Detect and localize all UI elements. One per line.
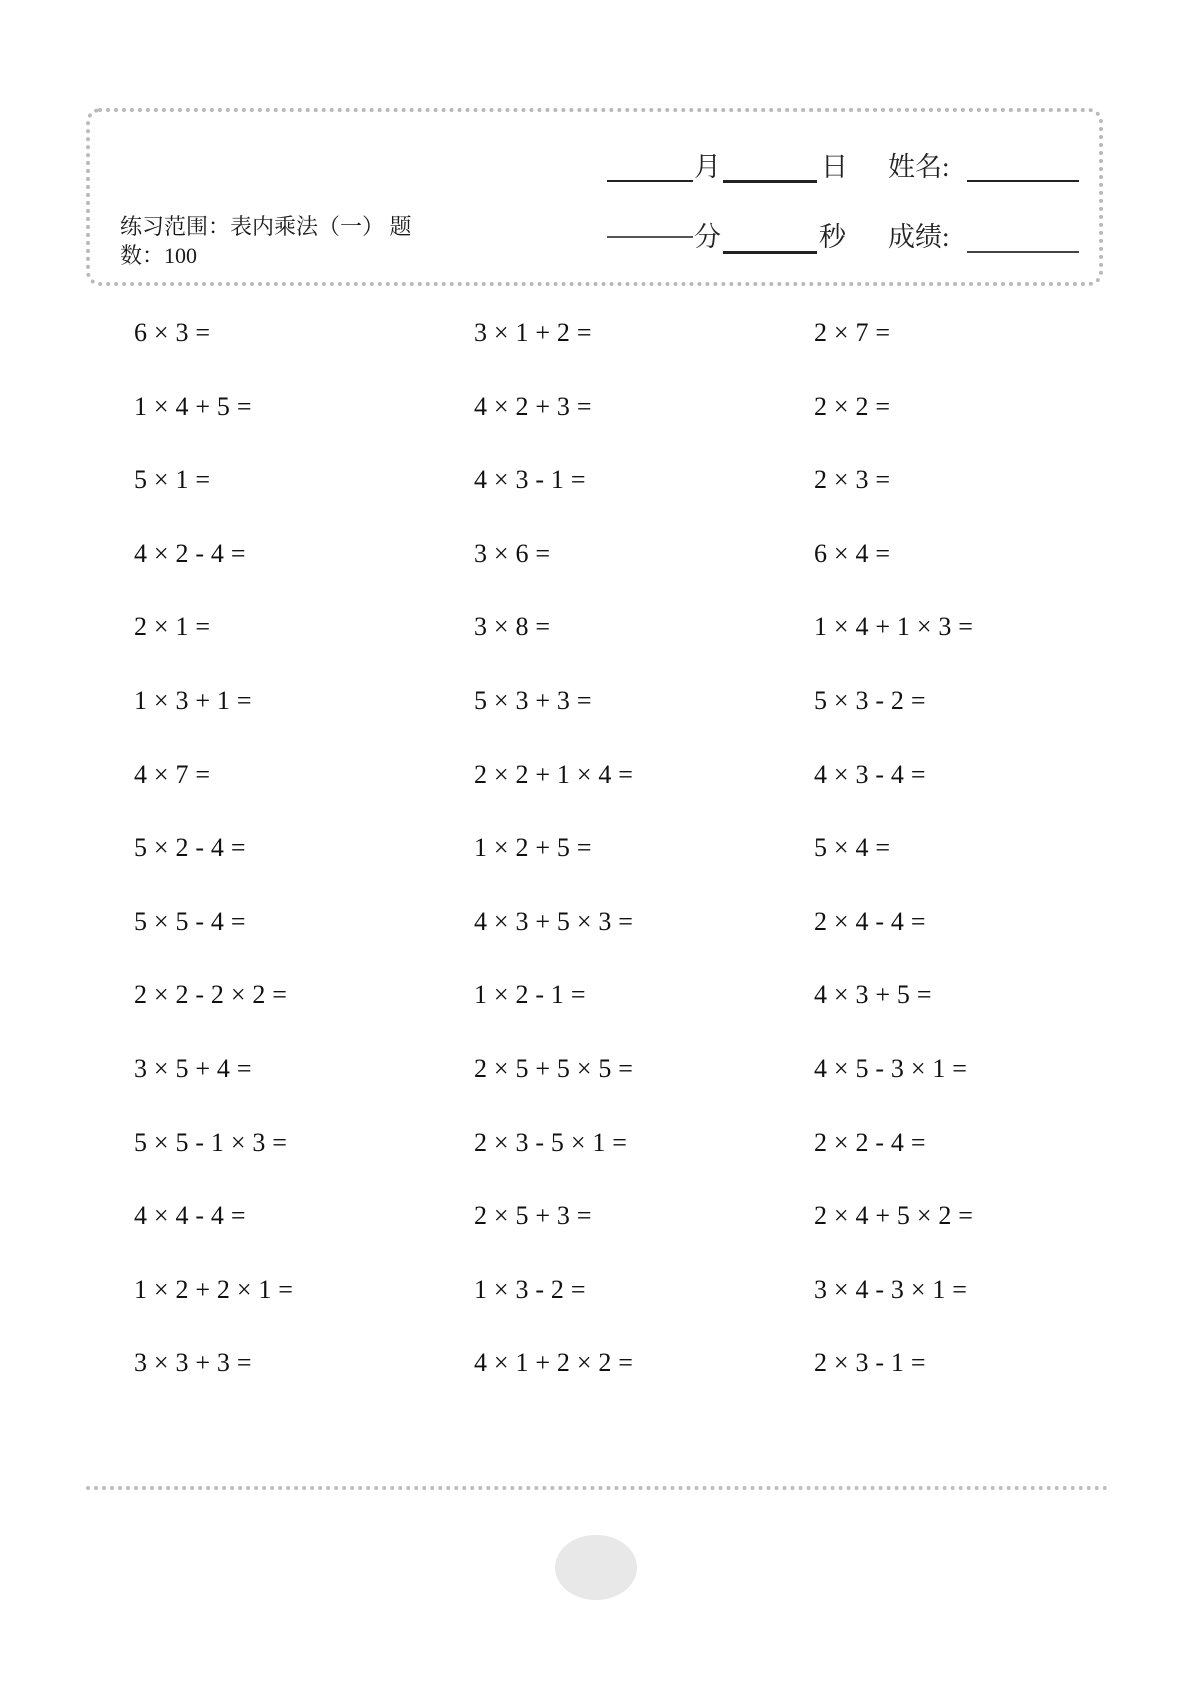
minute-label: 分 (694, 222, 721, 252)
problem-item: 2 × 2 - 2 × 2 = (134, 980, 288, 1010)
problem-item: 6 × 4 = (814, 538, 891, 568)
problem-grid (134, 314, 1134, 1418)
practice-range-line1: 练习范围：表内乘法（一） 题 (120, 214, 412, 239)
problem-item: 2 × 2 + 1 × 4 = (474, 759, 634, 789)
problem-item: 2 × 3 = (814, 465, 891, 495)
problem-item: 1 × 2 - 1 = (474, 980, 586, 1010)
name-field[interactable] (967, 180, 1079, 182)
problem-item: 5 × 5 - 1 × 3 = (134, 1127, 288, 1157)
practice-range-line2: 数：100 (120, 243, 198, 268)
problem-item: 2 × 4 + 5 × 2 = (814, 1201, 974, 1231)
day-label: 日 (821, 152, 848, 182)
second-blank[interactable] (723, 251, 817, 254)
problem-item: 1 × 3 - 2 = (474, 1274, 586, 1304)
problem-item: 2 × 2 - 4 = (814, 1127, 926, 1157)
problem-item: 4 × 5 - 3 × 1 = (814, 1053, 968, 1083)
problem-item: 5 × 4 = (814, 833, 891, 863)
problem-item: 4 × 2 + 3 = (474, 391, 592, 421)
month-blank[interactable] (607, 180, 693, 182)
problem-item: 2 × 1 = (134, 612, 211, 642)
problem-item: 2 × 7 = (814, 318, 891, 347)
problem-item: 4 × 3 - 4 = (814, 759, 926, 789)
problem-item: 5 × 3 + 3 = (474, 685, 592, 715)
second-label: 秒 (819, 222, 846, 252)
problem-item: 5 × 2 - 4 = (134, 833, 246, 863)
problem-item: 4 × 4 - 4 = (134, 1201, 246, 1231)
problem-item: 5 × 5 - 4 = (134, 906, 246, 936)
problem-item: 2 × 3 - 1 = (814, 1348, 926, 1378)
date-name-row (607, 150, 1077, 184)
problem-item: 1 × 2 + 5 = (474, 833, 592, 863)
problem-item: 2 × 5 + 5 × 5 = (474, 1053, 634, 1083)
problem-item: 4 × 3 + 5 = (814, 980, 932, 1010)
problem-item: 2 × 2 = (814, 391, 891, 421)
problem-item: 3 × 8 = (474, 612, 551, 642)
practice-range-info (120, 212, 465, 270)
problem-item: 3 × 6 = (474, 538, 551, 568)
page-number-badge (555, 1535, 637, 1600)
problem-item: 1 × 4 + 5 = (134, 391, 252, 421)
problem-item: 3 × 3 + 3 = (134, 1348, 252, 1378)
problem-item: 5 × 3 - 2 = (814, 685, 926, 715)
day-blank[interactable] (723, 180, 817, 183)
problem-item: 2 × 5 + 3 = (474, 1201, 592, 1231)
minute-blank[interactable] (607, 236, 693, 238)
problem-item: 4 × 7 = (134, 759, 211, 789)
problem-item: 3 × 5 + 4 = (134, 1053, 252, 1083)
problem-item: 4 × 2 - 4 = (134, 538, 246, 568)
problem-item: 2 × 4 - 4 = (814, 906, 926, 936)
name-label: 姓名: (888, 152, 950, 182)
month-label: 月 (694, 152, 721, 182)
problem-item: 2 × 3 - 5 × 1 = (474, 1127, 628, 1157)
problem-item: 4 × 3 - 1 = (474, 465, 586, 495)
problem-item: 3 × 4 - 3 × 1 = (814, 1274, 968, 1304)
score-label: 成绩: (888, 222, 950, 252)
problem-item: 4 × 1 + 2 × 2 = (474, 1348, 634, 1378)
problem-item: 6 × 3 = (134, 318, 211, 347)
footer-divider (86, 1486, 1108, 1490)
time-score-row (607, 220, 1077, 254)
problem-item: 4 × 3 + 5 × 3 = (474, 906, 634, 936)
problem-item: 1 × 4 + 1 × 3 = (814, 612, 974, 642)
problem-item: 3 × 1 + 2 = (474, 318, 592, 347)
problem-item: 5 × 1 = (134, 465, 211, 495)
problem-item: 1 × 3 + 1 = (134, 685, 252, 715)
problem-item: 1 × 2 + 2 × 1 = (134, 1274, 294, 1304)
score-field[interactable] (967, 251, 1079, 253)
